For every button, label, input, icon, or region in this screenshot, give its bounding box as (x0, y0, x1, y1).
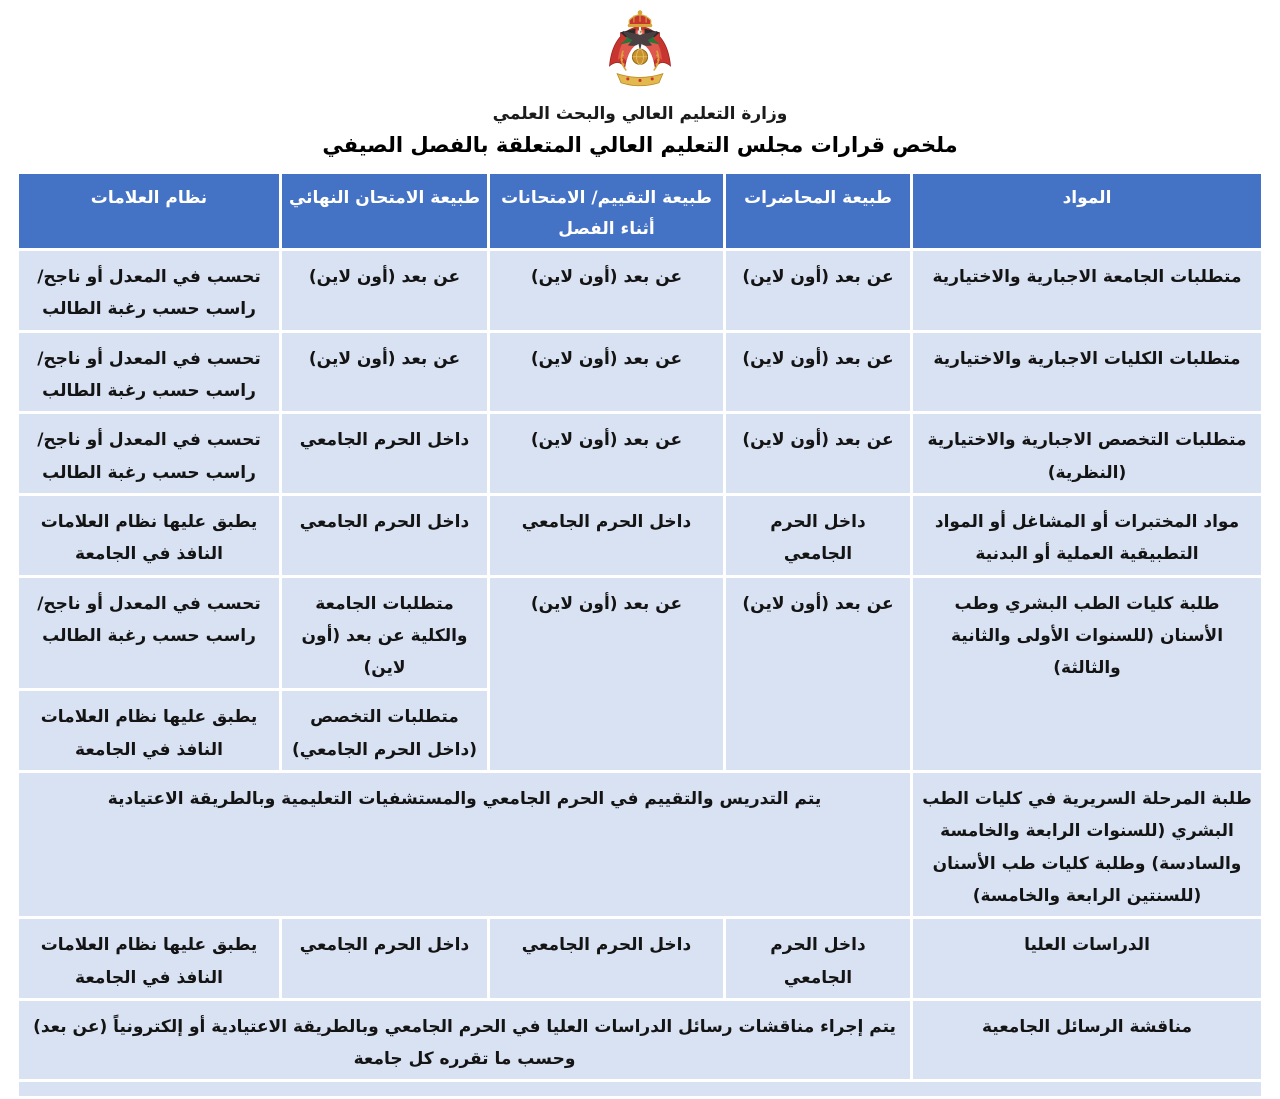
grading-cell: يطبق عليها نظام العلامات النافذ في الجامعة (19, 496, 279, 575)
final-exam-subcell: متطلبات التخصص (داخل الحرم الجامعي) (282, 691, 487, 770)
emblem-container (0, 0, 1280, 98)
final-exam-cell: داخل الحرم الجامعي (282, 919, 487, 998)
merged-note-cell: يتم التدريس والتقييم في الحرم الجامعي والمستشفيات التعليمية وبالطريقة الاعتيادية (19, 773, 910, 916)
grading-cell: تحسب في المعدل أو ناجح/ راسب حسب رغبة الطالب (19, 414, 279, 493)
col-header-lectures: طبيعة المحاضرات (726, 174, 910, 248)
evaluation-cell: عن بعد (أون لاين) (490, 251, 723, 330)
col-header-evaluation: طبيعة التقييم/ الامتحانات أثناء الفصل (490, 174, 723, 248)
lectures-cell: عن بعد (أون لاين) (726, 333, 910, 412)
grading-cell: يطبق عليها نظام العلامات النافذ في الجامعة (19, 919, 279, 998)
lectures-cell: عن بعد (أون لاين) (726, 414, 910, 493)
table-row (19, 414, 1261, 493)
table-row (19, 578, 1261, 689)
col-header-subjects: المواد (913, 174, 1261, 248)
decisions-table (16, 171, 1264, 1099)
evaluation-cell: عن بعد (أون لاين) (490, 333, 723, 412)
evaluation-cell: داخل الحرم الجامعي (490, 496, 723, 575)
merged-note-cell: يتم إجراء مناقشات رسائل الدراسات العليا في الحرم الجامعي وبالطريقة الاعتيادية أو إلكترونياً (عن بعد) وحسب ما تقرره كل جامعة (19, 1001, 910, 1080)
final-exam-cell: عن بعد (أون لاين) (282, 251, 487, 330)
col-header-grading: نظام العلامات (19, 174, 279, 248)
grading-cell: تحسب في المعدل أو ناجح/ راسب حسب رغبة الطالب (19, 333, 279, 412)
table-bottom-strip (19, 1082, 1261, 1096)
final-exam-cell: داخل الحرم الجامعي (282, 496, 487, 575)
subject-cell: طلبة المرحلة السريرية في كليات الطب البشري (للسنوات الرابعة والخامسة والسادسة) وطلبة كليات طب الأسنان (للسنتين الرابعة والخامسة) (913, 773, 1261, 916)
final-exam-cell: داخل الحرم الجامعي (282, 414, 487, 493)
lectures-cell: داخل الحرم الجامعي (726, 919, 910, 998)
lectures-cell: داخل الحرم الجامعي (726, 496, 910, 575)
subject-cell: مواد المختبرات أو المشاغل أو المواد التطبيقية العملية أو البدنية (913, 496, 1261, 575)
lectures-cell: عن بعد (أون لاين) (726, 578, 910, 770)
subject-cell: متطلبات التخصص الاجبارية والاختيارية (النظرية) (913, 414, 1261, 493)
final-exam-cell: عن بعد (أون لاين) (282, 333, 487, 412)
table-row (19, 333, 1261, 412)
jordan-coat-of-arms-icon (594, 8, 686, 98)
grading-cell: تحسب في المعدل أو ناجح/ راسب حسب رغبة الطالب (19, 251, 279, 330)
evaluation-cell: داخل الحرم الجامعي (490, 919, 723, 998)
col-header-final-exam: طبيعة الامتحان النهائي (282, 174, 487, 248)
ministry-name: وزارة التعليم العالي والبحث العلمي (492, 104, 788, 124)
table-row (19, 496, 1261, 575)
lectures-cell: عن بعد (أون لاين) (726, 251, 910, 330)
evaluation-cell: عن بعد (أون لاين) (490, 578, 723, 770)
grading-subcell: تحسب في المعدل أو ناجح/ راسب حسب رغبة الطالب (19, 578, 279, 689)
table-row (19, 1001, 1261, 1080)
page-title: ملخص قرارات مجلس التعليم العالي المتعلقة بالفصل الصيفي (322, 133, 958, 157)
subject-cell: متطلبات الكليات الاجبارية والاختيارية (913, 333, 1261, 412)
table-header-row (19, 174, 1261, 248)
subject-cell: طلبة كليات الطب البشري وطب الأسنان (للسنوات الأولى والثانية والثالثة) (913, 578, 1261, 770)
subject-cell: مناقشة الرسائل الجامعية (913, 1001, 1261, 1080)
grading-subcell: يطبق عليها نظام العلامات النافذ في الجامعة (19, 691, 279, 770)
subject-cell: متطلبات الجامعة الاجبارية والاختيارية (913, 251, 1261, 330)
bottom-strip-cell (19, 1082, 1261, 1096)
final-exam-subcell: متطلبات الجامعة والكلية عن بعد (أون لاين) (282, 578, 487, 689)
table-row (19, 773, 1261, 916)
table-row (19, 919, 1261, 998)
table-row (19, 251, 1261, 330)
evaluation-cell: عن بعد (أون لاين) (490, 414, 723, 493)
subject-cell: الدراسات العليا (913, 919, 1261, 998)
